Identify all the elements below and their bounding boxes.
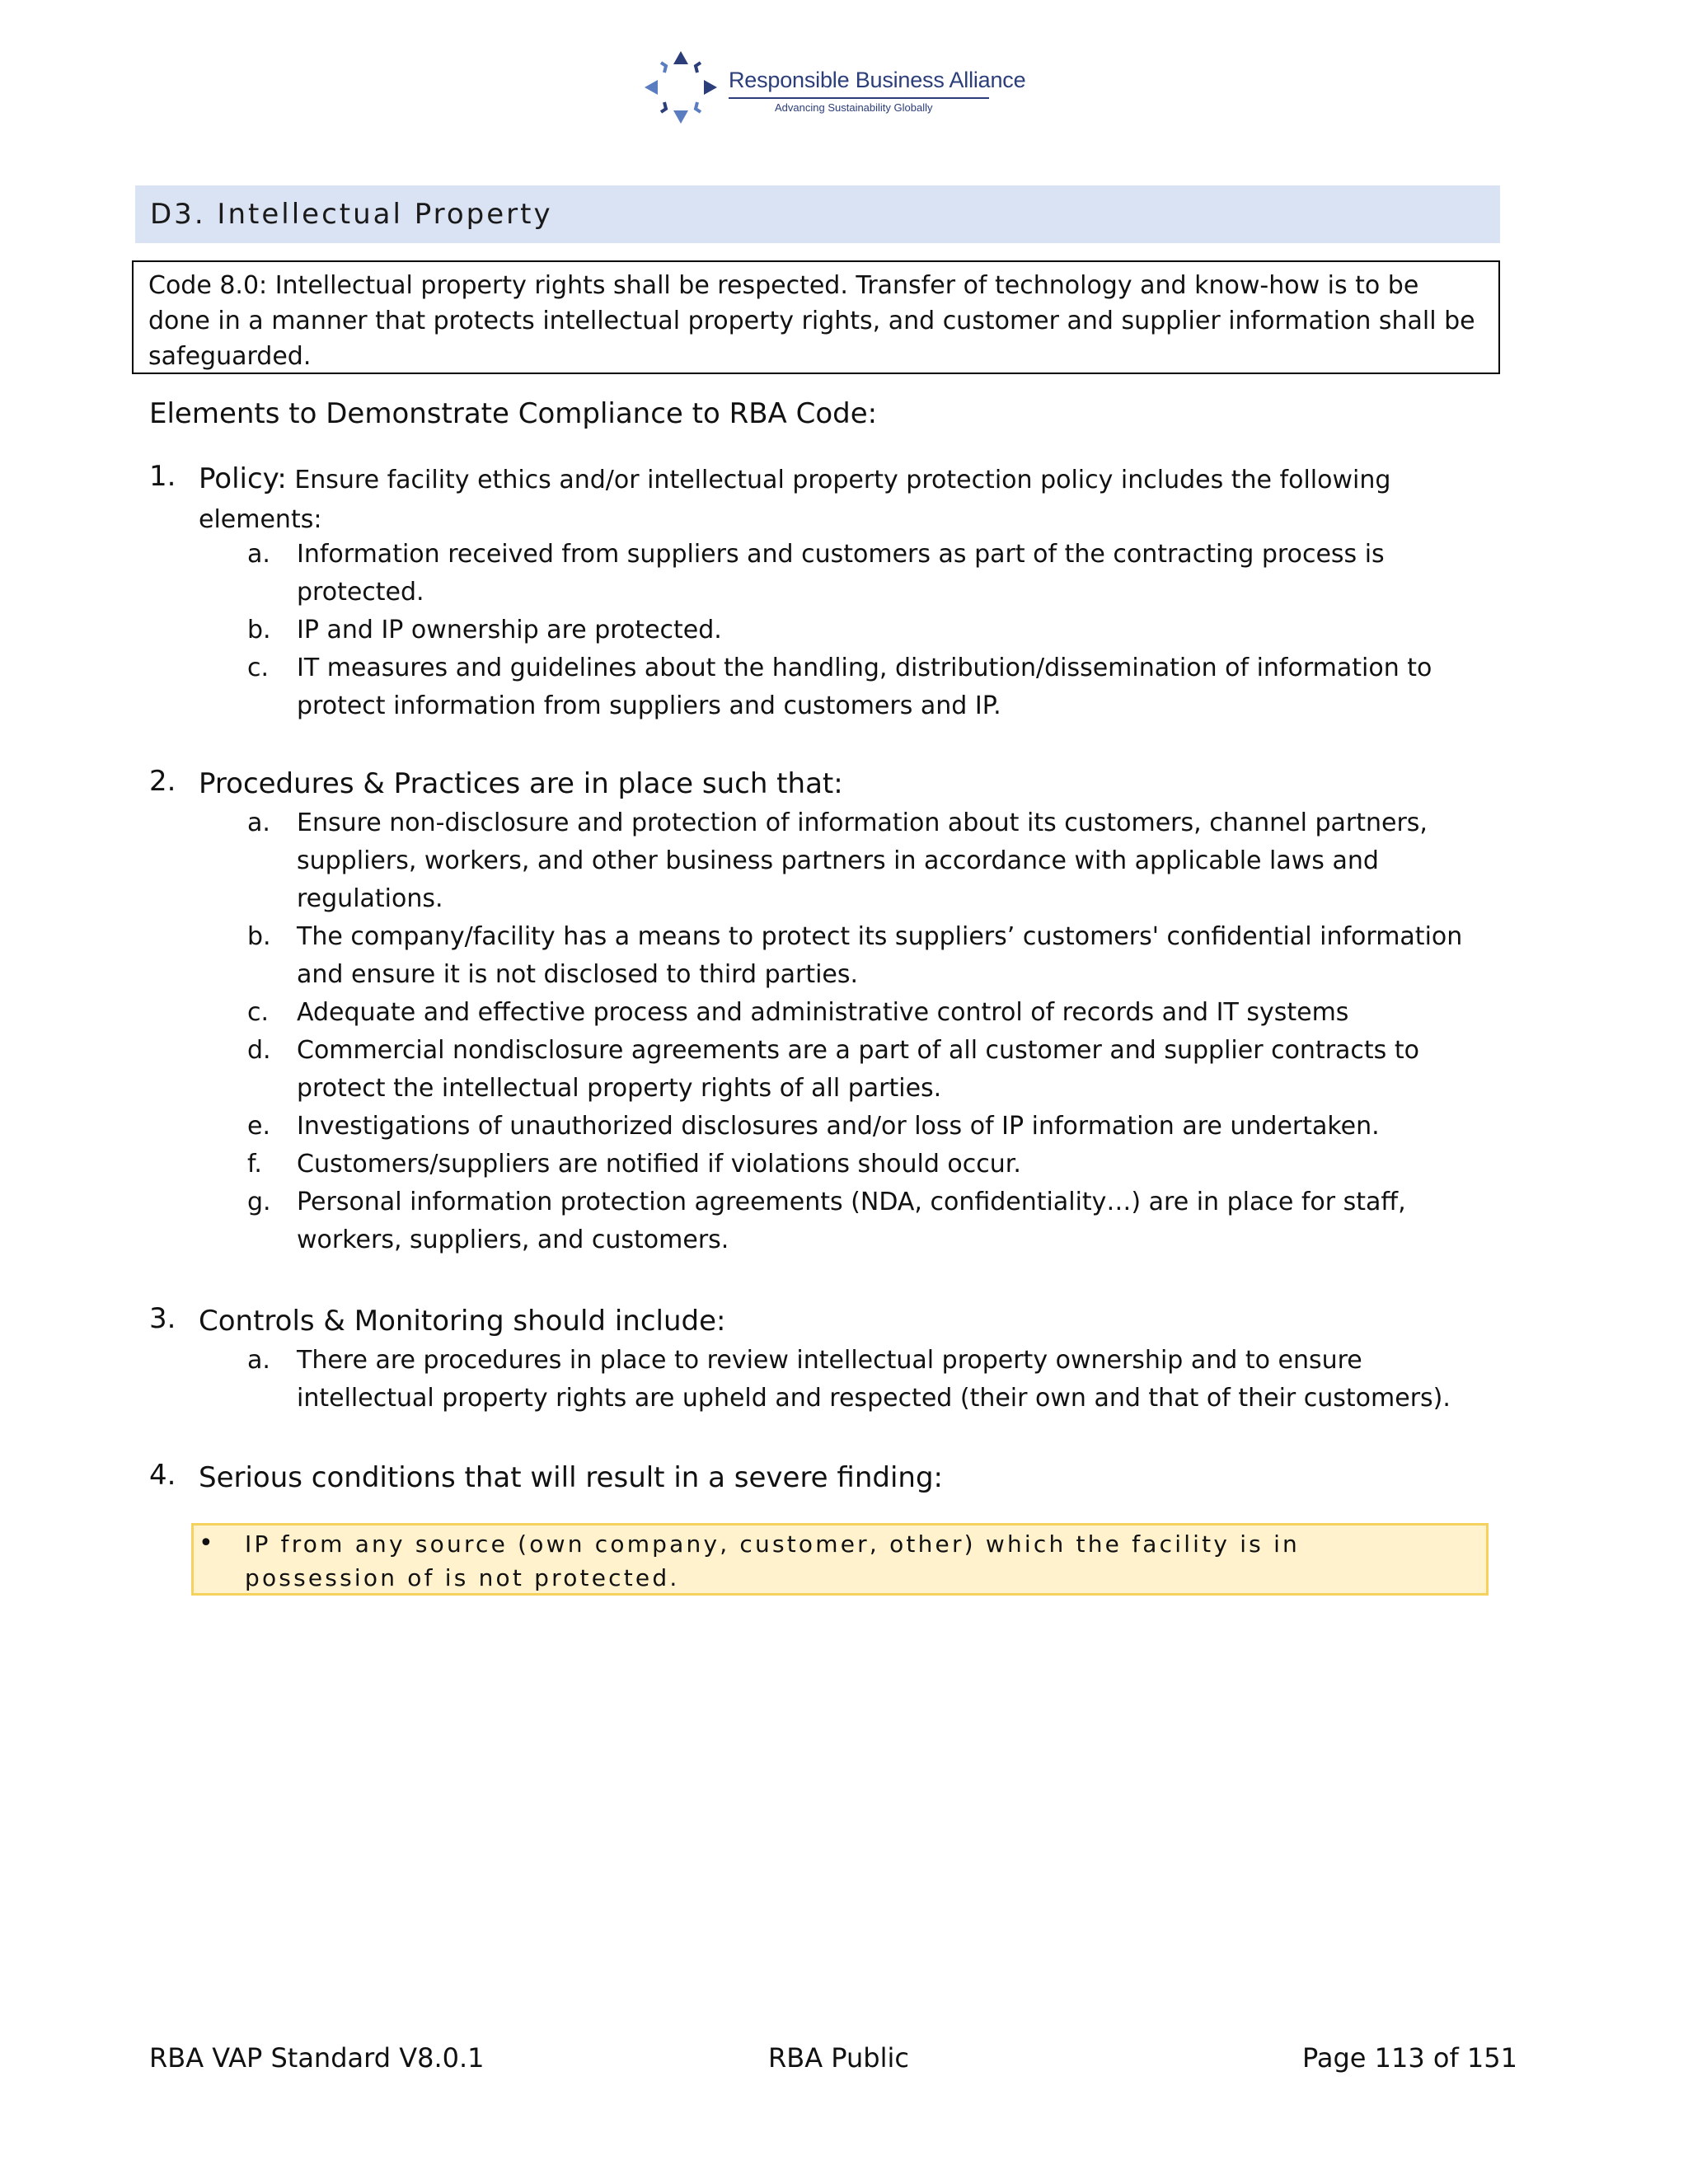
bullet-icon: •	[199, 1529, 213, 1558]
sub-letter: c.	[247, 998, 270, 1027]
sub-letter: b.	[247, 616, 271, 644]
rba-compass-logo-icon	[641, 48, 720, 127]
sub-text: IT measures and guidelines about the handling, distribution/dissemination of information to protect information from suppliers and customers and IP.	[297, 654, 1432, 720]
logo-tagline: Advancing Sustainability Globally	[775, 101, 933, 114]
list-number: 2.	[149, 765, 176, 798]
elements-heading: Elements to Demonstrate Compliance to RBA Code:	[149, 397, 878, 430]
sub-letter: a.	[247, 808, 270, 837]
sub-letter: e.	[247, 1112, 270, 1141]
sub-text: Investigations of unauthorized disclosures and/or loss of IP information are undertaken.	[297, 1112, 1380, 1141]
footer-left: RBA VAP Standard V8.0.1	[149, 2042, 485, 2074]
sub-text: Personal information protection agreements (NDA, confidentiality…) are in place for staff, workers, suppliers, and customers.	[297, 1188, 1406, 1254]
sub-text: Customers/suppliers are notified if violations should occur.	[297, 1150, 1021, 1179]
section-heading-bar	[135, 185, 1500, 243]
sub-letter: c.	[247, 654, 270, 682]
sub-text: Information received from suppliers and customers as part of the contracting process is protected.	[297, 540, 1385, 607]
footer-page-number: Page 113 of 151	[1302, 2042, 1517, 2074]
sub-text: Ensure non-disclosure and protection of information about its customers, channel partners, suppliers, workers, and other business partners in accordance with applicable laws and regulations.	[297, 808, 1428, 913]
logo-title: Responsible Business Alliance	[729, 68, 1026, 92]
list-number: 4.	[149, 1459, 176, 1492]
sub-text: Commercial nondisclosure agreements are a part of all customer and supplier contracts to protect the intellectual property rights of all parties.	[297, 1036, 1419, 1103]
list-heading-label: Policy:	[199, 462, 287, 495]
severe-finding-text: IP from any source (own company, customer, other) which the facility is in possession of is not protected.	[245, 1530, 1300, 1591]
sub-letter: g.	[247, 1188, 271, 1216]
list-heading-text: Ensure facility ethics and/or intellectual property protection policy includes the following elements:	[199, 466, 1391, 534]
sub-text: IP and IP ownership are protected.	[297, 616, 722, 644]
section-heading: D3. Intellectual Property	[150, 198, 553, 231]
sub-letter: d.	[247, 1036, 271, 1065]
severe-finding-box	[191, 1523, 1489, 1596]
sub-letter: a.	[247, 540, 270, 569]
list-number: 3.	[149, 1302, 176, 1335]
footer-center: RBA Public	[768, 2042, 909, 2074]
sub-letter: b.	[247, 922, 271, 951]
rba-logo	[641, 48, 1026, 134]
list-heading: Procedures & Practices are in place such that:	[199, 767, 843, 800]
code-statement-box: Code 8.0: Intellectual property rights shall be respected. Transfer of technology and know-how is to be done in a manner that protects intellectual property rights, and customer and supplier information shall be safeguarded.	[132, 260, 1500, 374]
sub-letter: a.	[247, 1346, 270, 1375]
list-number: 1.	[149, 460, 176, 493]
sub-text: Adequate and effective process and administrative control of records and IT systems	[297, 998, 1349, 1027]
list-heading: Controls & Monitoring should include:	[199, 1305, 726, 1338]
sub-text: There are procedures in place to review intellectual property ownership and to ensure intellectual property rights are upheld and respected (their own and that of their customers).	[297, 1346, 1451, 1413]
sub-text: The company/facility has a means to protect its suppliers’ customers' confidential information and ensure it is not disclosed to third parties.	[297, 922, 1463, 989]
list-heading	[199, 460, 1435, 539]
list-heading: Serious conditions that will result in a severe finding:	[199, 1461, 943, 1494]
sub-letter: f.	[247, 1150, 262, 1179]
logo-divider	[729, 97, 989, 99]
